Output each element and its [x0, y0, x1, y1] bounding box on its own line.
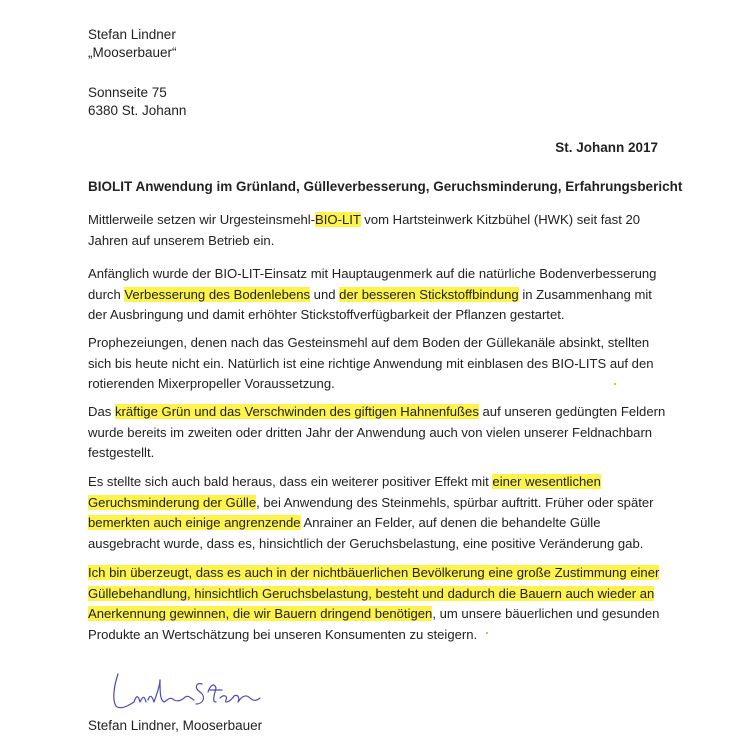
- p5-highlight-1: einer wesentlichen Geruchsminderung der Gülle: [88, 474, 601, 510]
- p5-text-end: Anrainer an Felder, auf denen die behandelte Gülle ausgebracht wurde, dass es, hinsichtlich der Geruchsbelastung, eine positive Veränderung gab.: [88, 515, 644, 551]
- p2-text-end: in Zusammenhang mit der Ausbringung und damit erhöhter Stickstoffverfügbarkeit der Pflanzen gestartet.: [88, 286, 652, 322]
- p4-text: Das: [88, 404, 115, 419]
- p5-highlight-2: bemerkten auch einige angrenzende: [88, 515, 301, 530]
- p2-text: Anfänglich wurde der BIO-LIT-Einsatz mit Hauptaugenmerk auf die natürliche Bodenverbesserung durch: [88, 266, 657, 302]
- p1-text-end: vom Hartsteinwerk Kitzbühel (HWK) seit fast 20 Jahren auf unserem Betrieb ein.: [88, 212, 641, 248]
- p5-text: Es stellte sich auch bald heraus, dass ein weiterer positiver Effekt mit: [88, 474, 493, 489]
- address-street: Sonnseite 75: [88, 85, 167, 100]
- paragraph-3: [88, 333, 668, 395]
- paragraph-6: [88, 563, 668, 645]
- sender-name: Stefan Lindner: [88, 27, 176, 42]
- sender-address: [88, 84, 186, 120]
- p5-text-mid: , bei Anwendung des Steinmehls, spürbar auftritt. Früher oder später: [256, 494, 654, 510]
- paragraph-4: [88, 402, 668, 464]
- letter-subject: BIOLIT Anwendung im Grünland, Gülleverbesserung, Geruchsminderung, Erfahrungsbericht: [88, 179, 683, 194]
- p6-highlight: Ich bin überzeugt, dass es auch in der nichtbäuerlichen Bevölkerung eine große Zustimmung einer Güllebehandlung, hinsichtlich Geruchsbelastung, besteht und dadurch die Bauern auch wieder an Anerkennung gewinnen, die wir Bauern dringend benötigen: [88, 565, 660, 621]
- p2-text-mid: und: [310, 286, 340, 302]
- sender-block: [88, 26, 177, 62]
- p4-text-end: auf unseren gedüngten Feldern wurde bereits im zweiten oder dritten Jahr der Anwendung auch von vielen unserer Feldnachbarn festgestellt.: [88, 404, 666, 460]
- address-city: 6380 St. Johann: [88, 103, 187, 118]
- stray-mark: [614, 383, 616, 385]
- handwritten-signature: [104, 666, 264, 716]
- p4-highlight: kräftige Grün und das Verschwinden des giftigen Hahnenfußes: [114, 404, 479, 419]
- paragraph-1: [88, 210, 668, 251]
- letter-date: St. Johann 2017: [555, 140, 658, 155]
- paragraph-2: [88, 264, 668, 326]
- p1-highlight: BIO-LIT: [315, 212, 361, 227]
- signer-name: Stefan Lindner, Mooserbauer: [88, 718, 263, 733]
- paragraph-5: [88, 472, 668, 554]
- p1-text: Mittlerweile setzen wir Urgesteinsmehl-: [88, 212, 316, 227]
- p6-text-end: , um unsere bäuerlichen und gesunden Produkte an Wertschätzung bei unseren Konsumenten zu steigern.: [88, 606, 660, 642]
- sender-farm: „Mooserbauer“: [88, 45, 177, 60]
- p2-highlight-2: der besseren Stickstoffbindung: [339, 286, 519, 302]
- p3-text: Prophezeiungen, denen nach das Gesteinsmehl auf dem Boden der Güllekanäle absinkt, stellten sich bis heute nicht ein. Natürlich ist eine richtige Anwendung mit einblasen des BIO-LITS auf den rotierenden Mixerpropeller Voraussetzung.: [88, 335, 654, 391]
- stray-mark: [486, 632, 488, 634]
- p2-highlight-1: Verbesserung des Bodenlebens: [124, 286, 311, 302]
